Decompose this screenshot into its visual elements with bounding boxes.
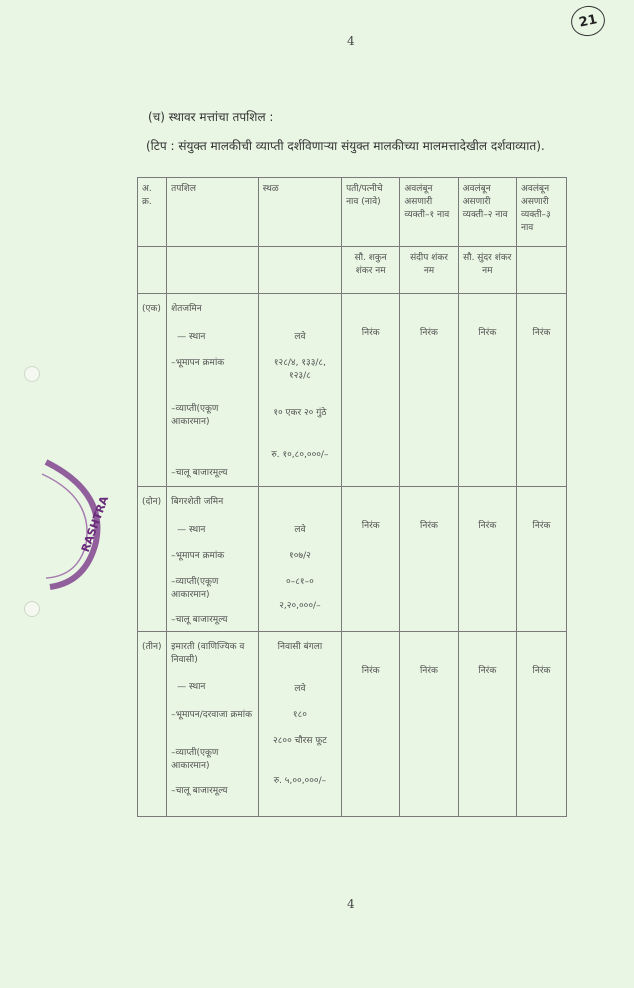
row-title-value: निवासी बंगला	[277, 642, 323, 652]
table-row-agricultural-land	[138, 294, 567, 487]
section-title: (च) स्थावर मत्तांचा तपशिल :	[148, 110, 274, 124]
note-text: (टिप : संयुक्त मालकीची व्याप्ती दर्शविणाऱ्या संयुक्त मालकीच्या मालमत्तादेखील दर्शवाव्यात).	[146, 139, 545, 153]
subheader-cell	[167, 247, 259, 294]
dependent-2-value: निरंक	[478, 328, 497, 338]
row-title: शेतजमिन	[171, 304, 202, 314]
dependent-1-value: निरंक	[420, 521, 438, 531]
punch-hole	[24, 601, 40, 617]
row-value: १८०	[292, 710, 307, 720]
row-label: –चालू बाजारमूल्य	[171, 615, 228, 625]
header-dependent-3: अवलंबून असणारी व्यक्ती–३ नाव	[516, 178, 566, 247]
row-title: इमारती (वाणिज्यिक व निवासी)	[171, 642, 245, 665]
row-label: –भूमापन/दरवाजा क्रमांक	[171, 710, 253, 720]
dependent-1-value: निरंक	[420, 328, 438, 338]
dependent-2-value: निरंक	[478, 521, 497, 531]
punch-hole	[24, 366, 40, 382]
row-label: — स्थान	[177, 525, 206, 535]
header-details: तपशिल	[167, 178, 259, 247]
table-header-row	[138, 178, 567, 247]
dependent-2-value: निरंक	[478, 666, 497, 676]
row-value: रु. १०,८०,०००/–	[271, 450, 329, 460]
dependent-3-value: निरंक	[532, 521, 551, 531]
stamp-text: RASHTRA	[78, 494, 112, 554]
row-value: १२८/४, १३३/८, १२३/८	[273, 358, 326, 381]
row-label: –भूमापन क्रमांक	[171, 551, 225, 561]
subheader-cell	[138, 247, 167, 294]
subheader-dependent-1-name: संदीप शंकर नम	[400, 247, 458, 294]
subheader-cell	[258, 247, 341, 294]
row-label: –भूमापन क्रमांक	[171, 358, 225, 368]
row-label: –चालू बाजारमूल्य	[171, 468, 228, 478]
row-value: लवे	[294, 684, 306, 694]
page-number-bottom: 4	[347, 897, 355, 911]
dependent-1-value: निरंक	[420, 666, 438, 676]
spouse-value: निरंक	[361, 666, 380, 676]
spouse-value: निरंक	[361, 328, 380, 338]
row-label: –व्याप्ती(एकूण आकारमान)	[171, 404, 219, 427]
spouse-value: निरंक	[361, 521, 380, 531]
dependent-3-value: निरंक	[532, 328, 551, 338]
header-spouse: पती/पत्नीचे नाव (नावे)	[342, 178, 400, 247]
row-value: १०७/२	[289, 551, 311, 561]
row-value: लवे	[294, 332, 306, 342]
row-serial: (दोन)	[142, 497, 162, 507]
row-label: –व्याप्ती(एकूण आकारमान)	[171, 748, 219, 771]
header-dependent-2: अवलंबून असणारी व्यक्ती–२ नाव	[458, 178, 516, 247]
row-value: २८०० चौरस फूट	[273, 736, 327, 746]
subheader-cell	[516, 247, 566, 294]
row-label: –व्याप्ती(एकूण आकारमान)	[171, 577, 219, 600]
page-number-top: 4	[347, 34, 355, 48]
row-value: १० एकर २० गुंठे	[273, 408, 327, 418]
header-dependent-1: अवलंबून असणारी व्यक्ती–१ नाव	[400, 178, 458, 247]
row-label: — स्थान	[177, 332, 206, 342]
row-title: बिगरशेती जमिन	[171, 497, 224, 507]
row-value: रु. ५,००,०००/–	[273, 776, 327, 786]
header-serial: अ. क्र.	[138, 178, 167, 247]
row-value: २,२०,०००/–	[279, 601, 321, 611]
subheader-dependent-2-name: सौ. सुंदर शंकर नम	[458, 247, 516, 294]
header-place: स्थळ	[258, 178, 341, 247]
subheader-spouse-name: सौ. शकुन शंकर नम	[342, 247, 400, 294]
row-label: –चालू बाजारमूल्य	[171, 786, 228, 796]
assets-table	[137, 177, 567, 817]
row-value: ०–८१–०	[286, 577, 314, 587]
row-label: — स्थान	[177, 682, 206, 692]
table-row-non-agricultural-land	[138, 487, 567, 632]
official-stamp	[36, 452, 112, 592]
page-number-mark: 21	[568, 3, 607, 39]
row-serial: (तीन)	[142, 642, 162, 652]
row-value: लवे	[294, 525, 306, 535]
table-row-buildings	[138, 632, 567, 817]
row-serial: (एक)	[142, 304, 161, 314]
table-subheader-row	[138, 247, 567, 294]
dependent-3-value: निरंक	[532, 666, 551, 676]
